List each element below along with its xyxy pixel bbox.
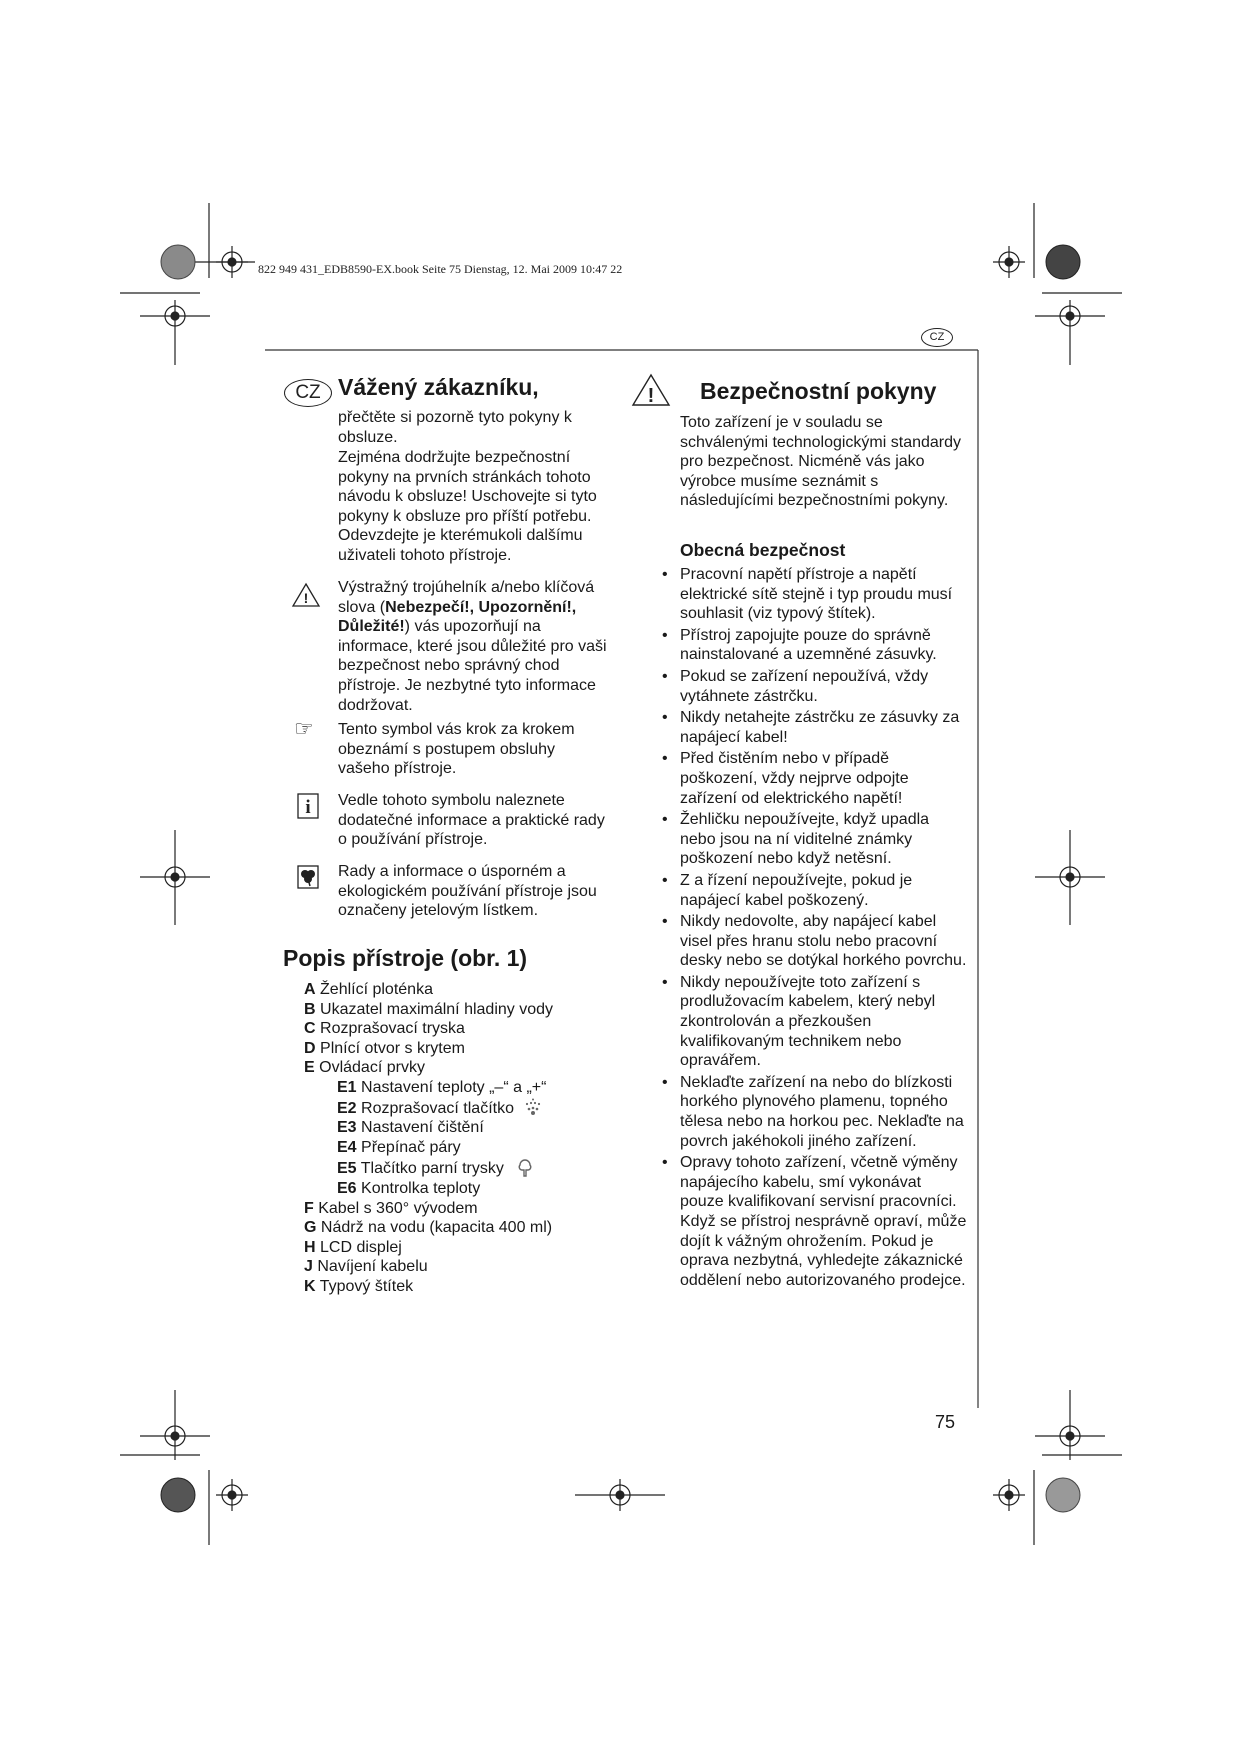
pointing-hand-icon: ☞ — [294, 716, 314, 741]
eco-symbol-text: Rady a informace o úsporném a ekologickém používání přístroje jsou označeny jetelovým lístkem. — [338, 863, 597, 920]
safety-bullet: • Nikdy netahejte zástrčku ze zásuvky za napájecí kabel! — [662, 709, 960, 746]
intro-text-1: přečtěte si pozorně tyto pokyny k obsluze. — [338, 409, 572, 446]
subpart-item: E2 Rozprašovací tlačítko — [304, 1098, 553, 1119]
registration-target — [216, 246, 248, 278]
safety-bullet: • Nikdy nepoužívejte toto zařízení s prodlužovacím kabelem, který nebyl zkontrolován a přezkoušen kvalifikovaným technikem nebo opravářem. — [662, 973, 936, 1070]
warning-text — [338, 578, 616, 715]
lang-badge-title: CZ — [284, 379, 332, 407]
info-symbol-text: Vedle tohoto symbolu naleznete dodatečné informace a praktické rady o používání přístroje. — [338, 792, 605, 849]
safety-bullet: • Opravy tohoto zařízení, včetně výměny napájecího kabelu, smí vykonávat pouze kvalifikovaní servisní pracovníci. Když se přístroj nesprávně opraví, může dojít k vážným ohrožením. Pokud je oprava nezbytná, vyhledejte zákaznické oddělení nebo autorizovaného prodejce. — [662, 1154, 967, 1289]
general-safety-subtitle: Obecná bezpečnost — [680, 540, 846, 560]
registration-target — [1035, 1390, 1105, 1460]
registration-target — [993, 246, 1025, 278]
registration-target — [1035, 830, 1105, 925]
parts-title: Popis přístroje (obr. 1) — [283, 945, 528, 971]
safety-title: Bezpečnostní pokyny — [700, 378, 937, 404]
warning-triangle-icon — [631, 373, 671, 407]
intro-text-2: Zejména dodržujte bezpečnostní pokyny na prvních stránkách tohoto návodu k obsluze! Uschovejte si tyto pokyny k obsluze pro příští potřebu. Odevzdejte je kterémukoli dalšímu uživateli tohoto přístroje. — [338, 449, 597, 564]
safety-bullet: • Pracovní napětí přístroje a napětí elektrické sítě stejně i typ proudu musí souhlasit (viz typový štítek). — [662, 566, 953, 623]
gray-registration-disc — [161, 245, 195, 279]
greeting-title: Vážený zákazníku, — [338, 374, 539, 400]
lang-badge-corner: CZ — [921, 328, 953, 347]
subpart-item: E4 Přepínač páry — [337, 1138, 461, 1156]
safety-bullet: • Nikdy nedovolte, aby napájecí kabel visel přes hranu stolu nebo pracovní desky nebo se dotýkal horkého povrchu. — [662, 913, 967, 970]
registration-target — [1035, 300, 1105, 365]
warning-triangle-icon — [291, 582, 321, 608]
subpart-item: E3 Nastavení čištění — [337, 1119, 484, 1137]
registration-target — [216, 1479, 248, 1511]
warning-text-pre: Výstražný trojúhelník a/nebo klíčová slova ( — [338, 579, 595, 616]
print-header: 822 949 431_EDB8590-EX.book Seite 75 Dienstag, 12. Mai 2009 10:47 22 — [258, 262, 623, 276]
warning-text-post: ) vás upozorňují na informace, které jsou důležité pro vaši bezpečnost nebo správný chod přístroje. Je nezbytné tyto informace dodržovat. — [338, 618, 607, 714]
spray-icon — [524, 1098, 542, 1116]
subpart-item: E6 Kontrolka teploty — [337, 1179, 481, 1197]
registration-target — [575, 1479, 665, 1511]
registration-target — [140, 300, 210, 365]
info-icon — [297, 793, 319, 819]
part-item: J Navíjení kabelu — [304, 1258, 428, 1276]
part-item: G Nádrž na vodu (kapacita 400 ml) — [304, 1219, 553, 1237]
svg-text:!: ! — [647, 385, 655, 407]
warning-keywords: Nebezpečí!, Upozornění!, Důležité! — [338, 598, 577, 636]
gray-registration-disc — [1046, 1478, 1080, 1512]
svg-text:!: ! — [303, 590, 309, 606]
clover-leaf-icon — [297, 865, 319, 889]
safety-bullet-list — [662, 565, 968, 1290]
registration-target — [140, 1390, 210, 1460]
part-item: B Ukazatel maximální hladiny vody — [304, 1000, 554, 1018]
page-number: 75 — [935, 1412, 956, 1432]
part-item: E Ovládací prvky — [304, 1059, 425, 1077]
svg-text:i: i — [305, 797, 311, 818]
safety-bullet: • Žehličku nepoužívejte, když upadla nebo jsou na ní viditelné známky poškození nebo když netěsní. — [662, 811, 930, 868]
safety-bullet: • Před čistěním nebo v případě poškození, vždy nejprve odpojte zařízení od elektrického napětí! — [662, 750, 909, 807]
registration-target — [140, 830, 210, 925]
safety-bullet: • Neklaďte zařízení na nebo do blízkosti horkého plynového plamenu, topného tělesa nebo na horkou pec. Neklaďte na povrch jakéhokoli jiného zařízení. — [662, 1073, 964, 1150]
parts-list — [304, 980, 553, 1297]
subpart-item: E5 Tlačítko parní trysky — [304, 1157, 553, 1179]
safety-bullet: • Přístroj zapojujte pouze do správně nainstalované a uzemněné zásuvky. — [662, 626, 937, 664]
dark-registration-disc — [1046, 245, 1080, 279]
part-item: F Kabel s 360° vývodem — [304, 1199, 478, 1217]
safety-bullet: • Z a řízení nepoužívejte, pokud je napájecí kabel poškozený. — [662, 871, 913, 909]
subpart-item: E1 Nastavení teploty „–“ a „+“ — [337, 1078, 547, 1096]
steam-burst-icon — [516, 1157, 534, 1177]
part-item: K Typový štítek — [304, 1277, 414, 1295]
registration-target — [993, 1479, 1025, 1511]
safety-intro: Toto zařízení je v souladu se schválenými technologickými standardy pro bezpečnost. Nicméně vás jako výrobce musíme seznámit s následujícími bezpečnostními pokyny. — [680, 414, 962, 510]
dark-registration-disc — [161, 1478, 195, 1512]
part-item: C Rozprašovací tryska — [304, 1020, 465, 1038]
safety-bullet: • Pokud se zařízení nepoužívá, vždy vytáhnete zástrčku. — [662, 667, 929, 705]
step-symbol-text: Tento symbol vás krok za krokem obeznámí s postupem obsluhy vašeho přístroje. — [338, 721, 575, 778]
part-item: A Žehlící ploténka — [304, 981, 433, 998]
part-item: D Plnící otvor s krytem — [304, 1039, 465, 1057]
part-item: H LCD displej — [304, 1238, 402, 1256]
